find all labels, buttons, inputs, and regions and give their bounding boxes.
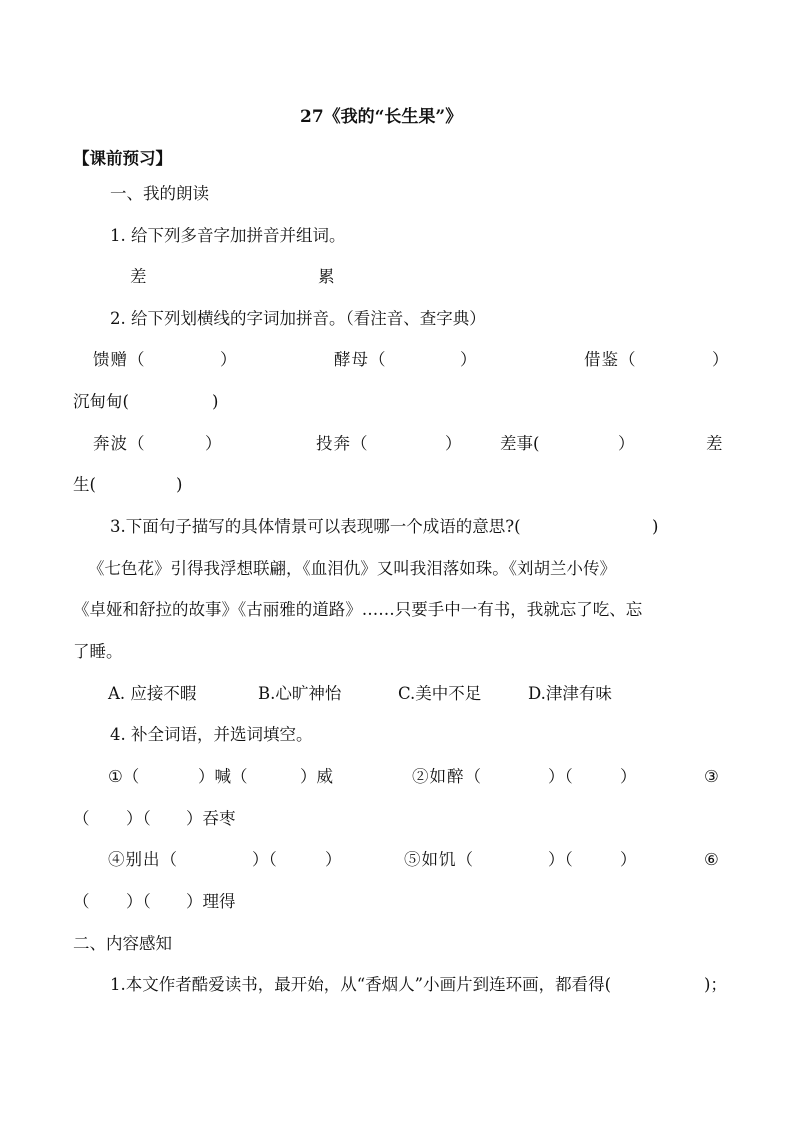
q4-item5-mid: ）（ — [548, 850, 573, 869]
q3-option-d: D.津津有味 — [528, 684, 612, 703]
q3-option-a: A. 应接不暇 — [108, 684, 197, 703]
q4-item6-mid: ）（ — [126, 892, 151, 911]
q2-bracket-close: ） — [445, 434, 462, 453]
q3-passage-line2: 《卓娅和舒拉的故事》《古丽雅的道路》……只要手中一有书，我就忘了吃、忘 — [73, 600, 643, 619]
q4-item2-end: ） — [620, 767, 637, 786]
q2-word-jiejian: 借鉴（ — [584, 350, 637, 369]
q1-prompt: 1. 给下列多音字加拼音并组词。 — [110, 226, 346, 245]
page-title: 27《我的“长生果”》 — [300, 107, 463, 127]
q4-item3-end: ）吞枣 — [186, 809, 236, 828]
q2-word-sheng: 生( — [73, 475, 96, 494]
q2-word-kuizeng: 馈赠（ — [93, 350, 146, 369]
q3-passage-line3: 了睡。 — [73, 642, 123, 661]
q2-prompt: 2. 给下列划横线的字词加拼音。（看注音、查字典） — [110, 309, 486, 328]
section-preview-heading: 【课前预习】 — [73, 149, 172, 168]
q2-bracket-close: ） — [220, 350, 237, 369]
q4-item2-mid: ）（ — [548, 767, 573, 786]
q1-char-a: 差 — [130, 267, 147, 286]
q4-item1-mid: ）喊（ — [198, 767, 248, 786]
q4-item1-start: ①（ — [108, 767, 140, 786]
q4-prompt: 4. 补全词语，并选词填空。 — [110, 725, 313, 744]
q4-item6-start: （ — [73, 892, 90, 911]
part1-heading: 一、我的朗读 — [110, 184, 209, 203]
q4-item3-num: ③ — [704, 767, 719, 786]
q3-bracket-close: ) — [652, 517, 659, 536]
q2-bracket-close: ） — [205, 434, 222, 453]
q2-word-benbo: 奔波（ — [93, 434, 146, 453]
q4-item4-start: ④别出（ — [108, 850, 178, 869]
q4-item1-end: ）威 — [300, 767, 333, 786]
q2-bracket-close: ） — [460, 350, 477, 369]
q2-word-chaishi: 差事( — [500, 434, 540, 453]
q4-item2-start: ②如醉（ — [412, 767, 482, 786]
q4-item6-end: ）理得 — [186, 892, 236, 911]
q2-bracket-close: ） — [618, 434, 635, 453]
q2-word-jiaomu: 酵母（ — [334, 350, 387, 369]
q4-item5-end: ） — [620, 850, 637, 869]
q2-word-toubi: 投奔（ — [316, 434, 369, 453]
q4-item4-end: ） — [325, 850, 342, 869]
q3-prompt: 3.下面句子描写的具体情景可以表现哪一个成语的意思?( — [110, 517, 521, 536]
q4-item3-mid: ）（ — [126, 809, 151, 828]
q3-passage-line1: 《七色花》引得我浮想联翩，《血泪仇》又叫我泪落如珠。《刘胡兰小传》 — [88, 559, 616, 578]
q2-bracket-close: ) — [176, 475, 183, 494]
q4-item5-start: ⑤如饥（ — [404, 850, 474, 869]
q2-bracket-close: ） — [712, 350, 729, 369]
q1-char-b: 累 — [318, 267, 335, 286]
q4-item6-num: ⑥ — [704, 850, 719, 869]
q4-item3-start: （ — [73, 809, 90, 828]
part2-q1-prompt: 1.本文作者酷爱读书，最开始，从“香烟人”小画片到连环画，都看得( — [110, 975, 612, 994]
part2-q1-close: )； — [704, 975, 727, 994]
q4-item4-mid: ）（ — [252, 850, 277, 869]
q2-bracket-close: ) — [212, 392, 219, 411]
q3-option-b: B.心旷神怡 — [258, 684, 342, 703]
q2-word-chendiandian: 沉甸甸( — [73, 392, 129, 411]
part2-heading: 二、内容感知 — [73, 934, 172, 953]
q3-option-c: C.美中不足 — [398, 684, 482, 703]
q2-word-cha: 差 — [706, 434, 723, 453]
